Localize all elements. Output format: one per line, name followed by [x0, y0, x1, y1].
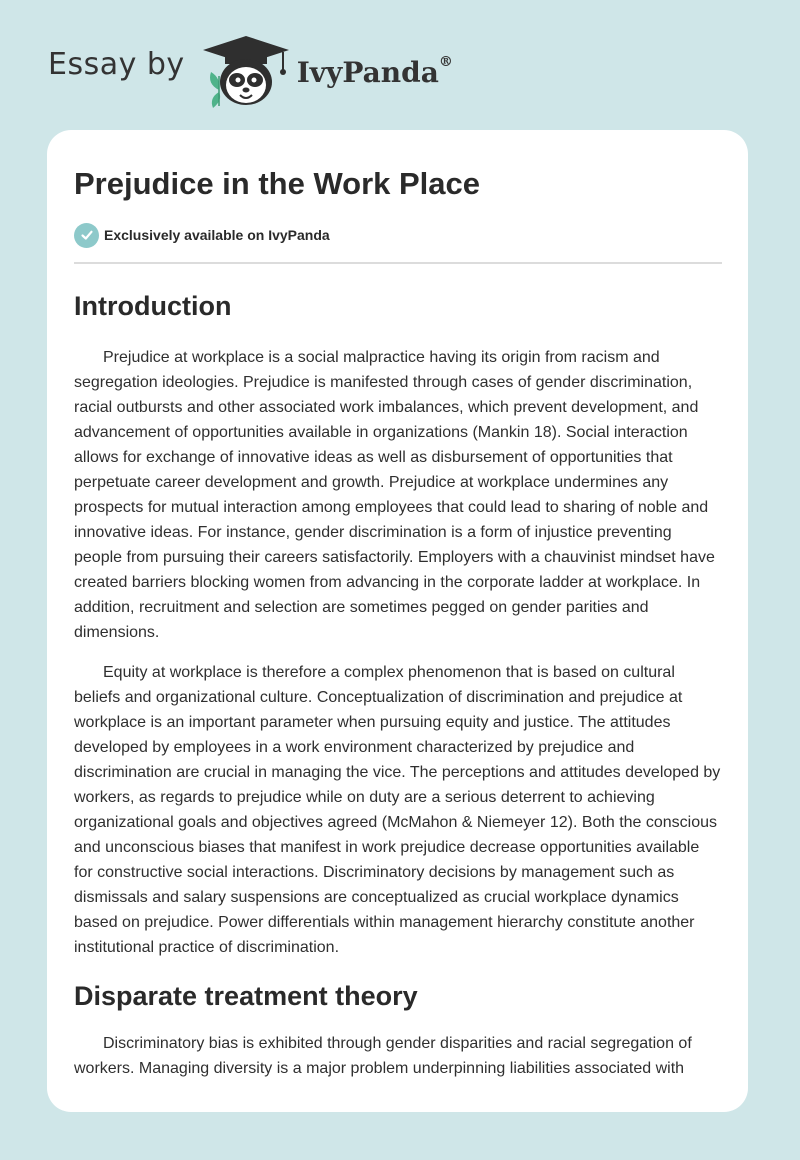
- divider: [74, 262, 722, 264]
- paragraph: Equity at workplace is therefore a complex phenomenon that is based on cultural beliefs and organizational culture. Conceptualization of discrimination and prejudice at workplace is an important parameter when pursuing equity and justice. The attitudes developed by employees in a work environment characterized by prejudice and discrimination are crucial in managing the vice. The perceptions and attitudes developed by workers, as regards to prejudice while on duty are a serious deterrent to achieving organizational goals and objectives agreed (McMahon & Niemeyer 12). Both the conscious and unconscious biases that manifest in work prejudice decrease opportunities available for constructive social interactions. Discriminatory decisions by management such as dismissals and salary suspensions are conceptualized as crucial workplace dynamics based on prejudice. Power differentials within management hierarchy constitute another institutional practice of discrimination.: [74, 664, 721, 956]
- check-icon: [74, 223, 99, 248]
- brand-header: [48, 30, 453, 110]
- exclusive-badge: [74, 222, 722, 248]
- panda-logo-icon: [199, 32, 293, 108]
- paragraph: Prejudice at workplace is a social malpractice having its origin from racism and segregation ideologies. Prejudice is manifested through cases of gender discrimination, racial outbursts and other associated work imbalances, which prevent development, and advancement of opportunities available in organizations (Mankin 18). Social interaction allows for exchange of innovative ideas as well as disbursement of opportunities that perpetuate career development and growth. Prejudice at workplace undermines any prospects for mutual interaction among employees that could lead to sharing of noble and innovative ideas. For instance, gender discrimination is a form of injustice preventing people from pursuing their careers satisfactorily. Employers with a chauvinist mindset have created barriers blocking women from advancing in the corporate ladder at workplace. In addition, recruitment and selection are sometimes pegged on gender parities and dimensions.: [74, 349, 715, 641]
- brand-prefix: Essay by: [48, 46, 185, 82]
- brand-name: IvyPanda®: [296, 53, 453, 89]
- paragraph: Discriminatory bias is exhibited through gender disparities and racial segregation of workers. Managing diversity is a major problem underpinning liabilities associated with: [74, 1035, 692, 1077]
- essay-title: Prejudice in the Work Place: [74, 166, 481, 201]
- essay-card: [47, 130, 748, 1112]
- section-heading-introduction: Introduction: [74, 291, 232, 321]
- section-heading-disparate-treatment: Disparate treatment theory: [74, 981, 418, 1011]
- exclusive-label: Exclusively available on IvyPanda: [104, 227, 330, 243]
